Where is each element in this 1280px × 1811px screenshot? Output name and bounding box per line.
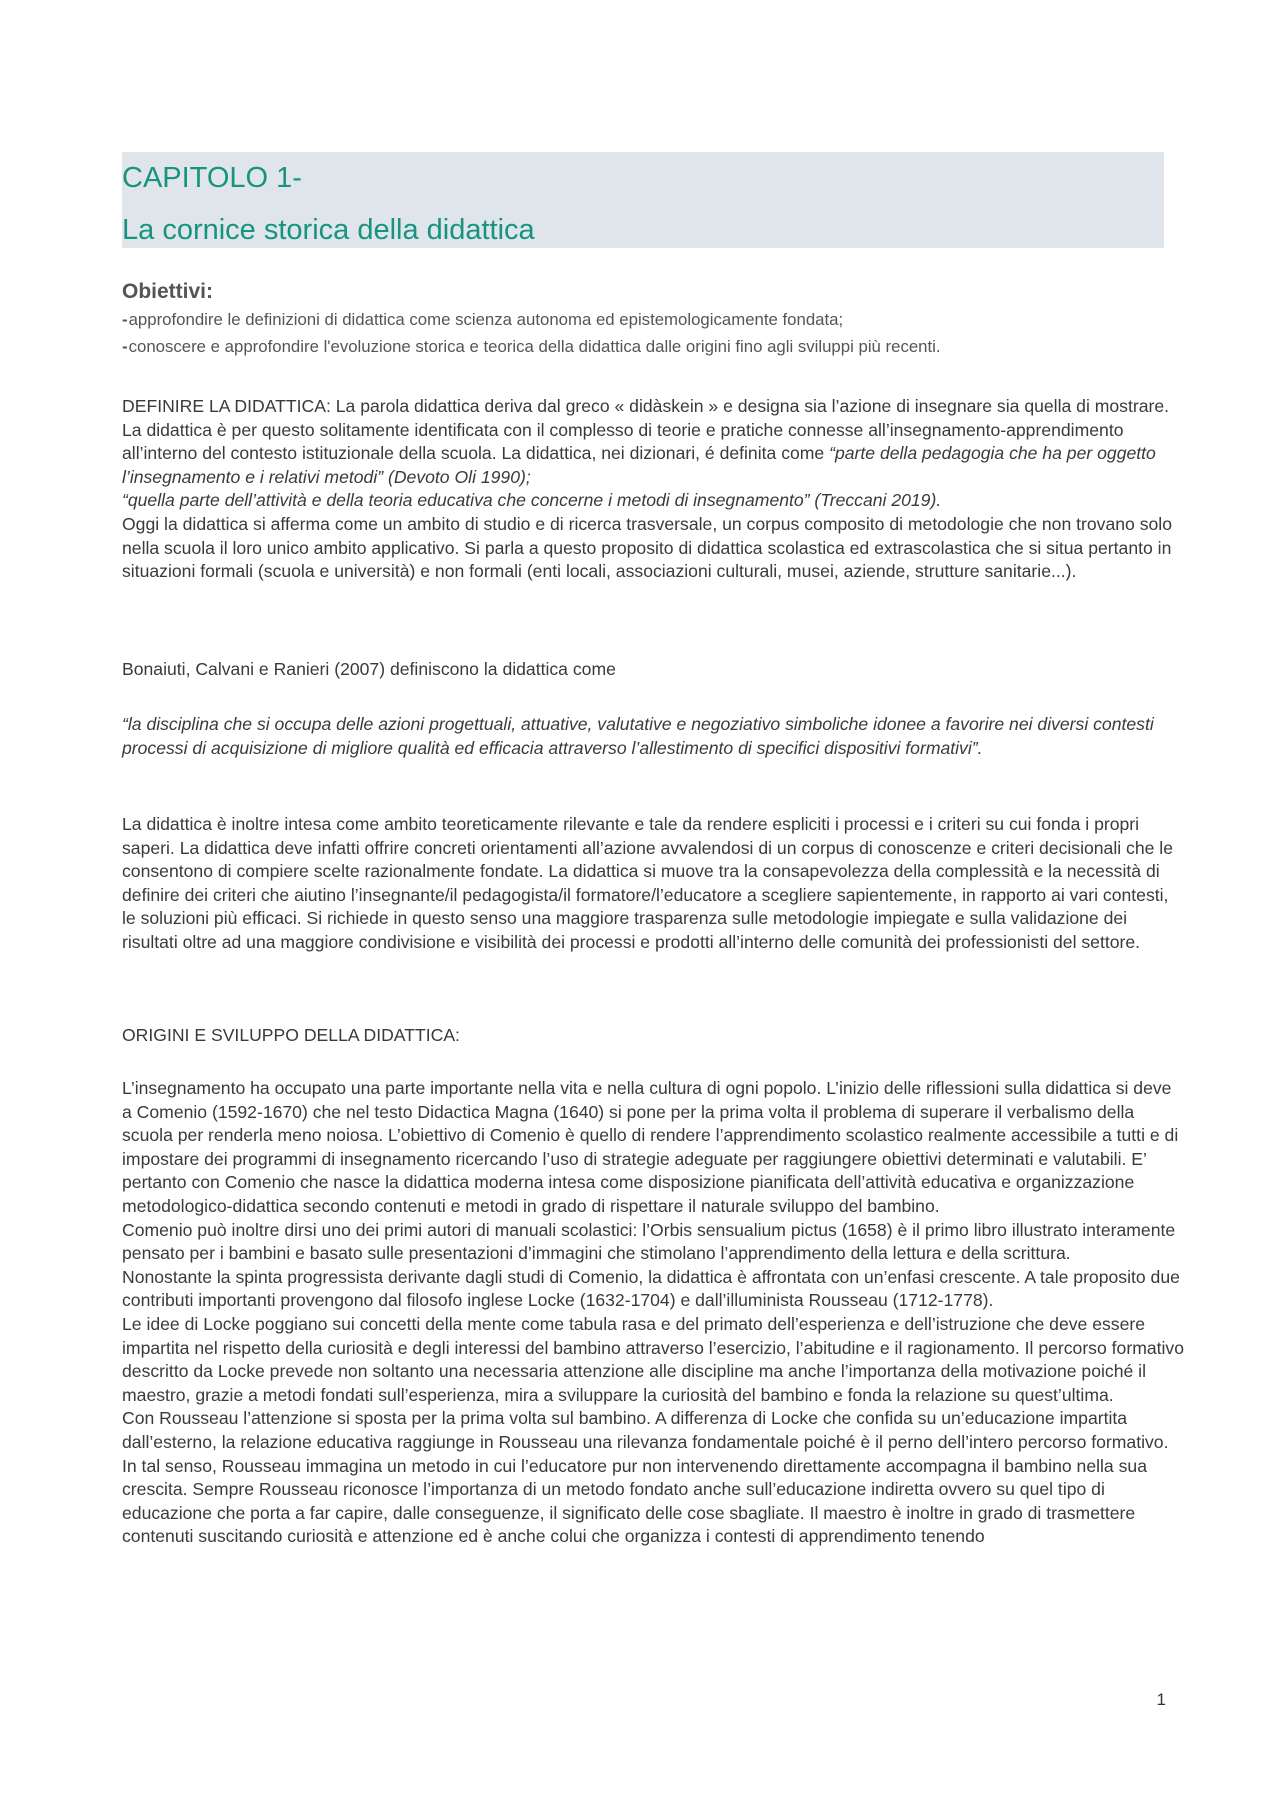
origins-paragraph-locke-rousseau: Nonostante la spinta progressista derivante dagli studi di Comenio, la didattica è affrontata con un’enfasi crescente. A tale proposito due contributi importanti provengono dal filosofo inglese Locke (1632-1704) e dall’illuminista Rousseau (1712-1778).	[122, 1266, 1180, 1311]
origins-paragraph-locke: Le idee di Locke poggiano sui concetti della mente come tabula rasa e del primato dell’esperienza e dell’istruzione che deve essere impartita nel rispetto della curiosità e degli interessi del bambino attraverso l’esercizio, l’abitudine e il ragionamento. Il percorso formativo descritto da Locke prevede non soltanto una necessaria attenzione alle discipline ma anche l’importanza della motivazione poiché il maestro, grazie a metodi fondati sull’esperienza, mira a sviluppare la curiosità del bambino e fonda la relazione su quest’ultima.	[122, 1313, 1185, 1405]
page-number: 1	[1156, 1690, 1166, 1709]
definition-paragraph	[122, 395, 1184, 489]
definition-intro: DEFINIRE LA DIDATTICA: La parola didattica deriva dal greco « didàskein » e designa sia l’azione di insegnare sia quella di mostrare. La didattica è per questo solitamente identificata con il complesso di teorie e pratiche connesse all’insegnamento-apprendimento all’interno del contesto istituzionale della scuola. La didattica, nei dizionari, é definita come	[122, 396, 1170, 464]
origins-heading: ORIGINI E SVILUPPO DELLA DIDATTICA:	[122, 1025, 460, 1045]
origins-paragraph-comenio: L’insegnamento ha occupato una parte importante nella vita e nella cultura di ogni popolo. L’inizio delle riflessioni sulla didattica si deve a Comenio (1592-1670) che nel testo Didactica Magna (1640) si pone per la prima volta il problema di superare il verbalismo della scuola per renderla meno noiosa. L’obiettivo di Comenio è quello di rendere l’apprendimento scolastico realmente accessibile a tutti e di impostare dei programmi di insegnamento ricercando l’uso di strategie adeguate per raggiungere obiettivi determinati e valutabili. E’ pertanto con Comenio che nasce la didattica moderna intesa come disposizione pianificata dell’attività educativa e organizzazione metodologico-didattica secondo contenuti e metodi in grado di rispettare il naturale sviluppo del bambino.	[122, 1078, 1179, 1216]
origins-section	[122, 1077, 1184, 1549]
origins-paragraph-rousseau: Con Rousseau l’attenzione si sposta per la prima volta sul bambino. A differenza di Locke che confida su un’educazione impartita dall’esterno, la relazione educativa raggiunge in Rousseau una rilevanza fondamentale poiché è il perno dell’intero percorso formativo. In tal senso, Rousseau immagina un metodo in cui l’educatore pur non intervenendo direttamente accompagna il bambino nella sua crescita. Sempre Rousseau riconosce l’importanza di un metodo fondato anche sull’educazione indiretta ovvero su quel tipo di educazione che porta a far capire, dalle conseguenze, il significato delle cose sbagliate. Il maestro è inoltre in grado di trasmettere contenuti suscitando curiosità e attenzione ed è anche colui che organizza i contesti di apprendimento tenendo	[122, 1408, 1169, 1547]
objective-text: conoscere e approfondire l'evoluzione storica e teorica della didattica dalle origini fino agli sviluppi più recenti.	[128, 337, 941, 356]
origins-paragraph-orbis: Comenio può inoltre dirsi uno dei primi autori di manuali scolastici: l’Orbis sensualium pictus (1658) è il primo libro illustrato interamente pensato per i bambini e basato sulle presentazioni d’immagini che stimolano l’apprendimento della lettura e della scrittura.	[122, 1219, 1176, 1264]
chapter-header	[122, 152, 1164, 248]
chapter-title: La cornice storica della didattica	[122, 214, 535, 246]
objectives-heading: Obiettivi:	[122, 280, 214, 303]
objective-text: approfondire le definizioni di didattica come scienza autonoma ed epistemologicamente fondata;	[128, 310, 844, 329]
objectives-list	[122, 306, 941, 360]
bonaiuti-quote: “la disciplina che si occupa delle azioni progettuali, attuative, valutative e negoziativo simboliche idonee a favorire nei diversi contesti processi di acquisizione di migliore qualità ed efficacia attraverso l’allestimento di specifici dispositivi formativi”.	[122, 714, 1154, 758]
objective-item: -approfondire le definizioni di didattica come scienza autonoma ed epistemologicamente fondata;	[122, 310, 844, 329]
theory-paragraph: La didattica è inoltre intesa come ambito teoreticamente rilevante e tale da rendere espliciti i processi e i criteri su cui fonda i propri saperi. La didattica deve infatti offrire concreti orientamenti all’azione avvalendosi di un corpus di conoscenze e criteri decisionali che le consentono di compiere scelte razionalmente fondate. La didattica si muove tra la consapevolezza della complessità e la necessità di definire dei criteri che aiutino l’insegnante/il pedagogista/il formatore/l’educatore a scegliere sapientemente, in rapporto ai vari contesti, le soluzioni più efficaci. Si richiede in questo senso una maggiore trasparenza sulle metodologie impiegate e sulla validazione dei risultati oltre ad una maggiore condivisione e visibilità dei processi e prodotti all’interno delle comunità dei professionisti del settore.	[122, 814, 1173, 952]
bonaiuti-lead: Bonaiuti, Calvani e Ranieri (2007) definiscono la didattica come	[122, 659, 616, 679]
objective-item: -conoscere e approfondire l'evoluzione storica e teorica della didattica dalle origini fino agli sviluppi più recenti.	[122, 337, 941, 356]
definition-section	[122, 395, 1184, 584]
definition-quote-treccani: “quella parte dell’attività e della teoria educativa che concerne i metodi di insegnamento” (Treccani 2019).	[122, 490, 942, 511]
definition-continuation: Oggi la didattica si afferma come un ambito di studio e di ricerca trasversale, un corpus composito di metodologie che non trovano solo nella scuola il loro unico ambito applicativo. Si parla a questo proposito di didattica scolastica ed extrascolastica che si situa pertanto in situazioni formali (scuola e università) e non formali (enti locali, associazioni culturali, musei, aziende, strutture sanitarie...).	[122, 513, 1172, 582]
definition-quote-devoto: “parte della pedagogia che ha per oggetto l’insegnamento e i relativi metodi” (Devoto Oli 1990);	[122, 443, 1156, 487]
chapter-number: CAPITOLO 1-	[122, 162, 302, 194]
